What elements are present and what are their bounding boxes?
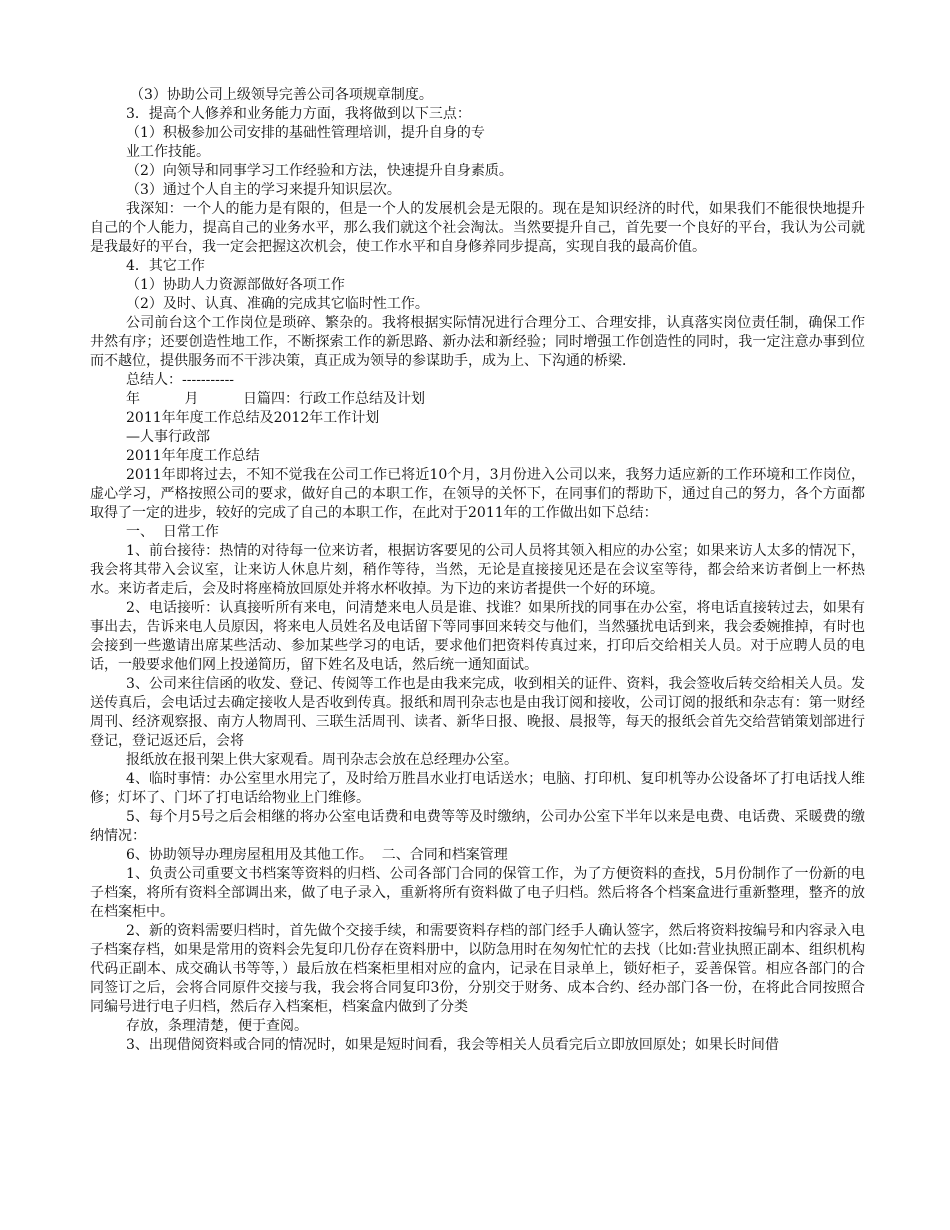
paragraph: 3、公司来往信函的收发、登记、传阅等工作也是由我来完成，收到相关的证件、资料，我会签收后转交给相关人员。发送传真后，会电话过去确定接收人是否收到传真。报纸和周刊杂志也是由我订阅和接收，公司订阅的报纸和杂志有：第一财经周刊、经济观察报、南方人物周刊、三联生活周刊、读者、新华日报、晚报、晨报等，每天的报纸会首先交给营销策划部进行登记，登记返还后，会将 (90, 676, 865, 749)
paragraph: 年 月 日篇四：行政工作总结及计划 (126, 391, 426, 407)
paragraph: （3）协助公司上级领导完善公司各项规章制度。 (130, 87, 433, 103)
document-body (90, 86, 865, 1055)
paragraph: 3、出现借阅资料或合同的情况时，如果是短时间看，我会等相关人员看完后立即放回原处；如果长时间借 (126, 1037, 779, 1053)
paragraph: （1）积极参加公司安排的基础性管理培训，提升自身的专 (126, 125, 485, 141)
paragraph: 存放，条理清楚，便于查阅。 (126, 1018, 308, 1034)
paragraph: （3）通过个人自主的学习来提升知识层次。 (126, 182, 401, 198)
paragraph: 4、临时事情：办公室里水用完了，及时给万胜昌水业打电话送水；电脑、打印机、复印机等办公设备坏了打电话找人维修；灯坏了、门坏了打电话给物业上门维修。 (90, 771, 865, 806)
paragraph: （2）向领导和同事学习工作经验和方法，快速提升自身素质。 (126, 163, 513, 179)
paragraph: 2、电话接听：认真接听所有来电，问清楚来电人员是谁、找谁？如果所找的同事在办公室，将电话直接转过去，如果有事出去，告诉来电人员原因，将来电人员姓名及电话留下等同事回来转交与他们，当然骚扰电话到来，我会委婉推掉，有时也会接到一些邀请出席某些活动、参加某些学习的电话，要求他们把资料传真过来，打印后交给相关人员。对于应聘人员的电话，一般要求他们网上投递简历，留下姓名及电话，然后统一通知面试。 (90, 600, 865, 673)
paragraph: （2）及时、认真、准确的完成其它临时性工作。 (126, 296, 429, 312)
paragraph: 一、 日常工作 (126, 524, 219, 540)
paragraph: 报纸放在报刊架上供大家观看。周刊杂志会放在总经理办公室。 (126, 752, 518, 768)
paragraph: 总结人：----------- (126, 372, 235, 388)
paragraph: 6、协助领导办理房屋租用及其他工作。 二、合同和档案管理 (126, 847, 508, 863)
paragraph: 1、负责公司重要文书档案等资料的归档、公司各部门合同的保管工作，为了方便资料的查找，5月份制作了一份新的电子档案，将所有资料全部调出来，做了电子录入，重新将所有资料做了电子归档。然后将各个档案盒进行重新整理，整齐的放在档案柜中。 (90, 866, 865, 920)
paragraph: 2、新的资料需要归档时，首先做个交接手续，和需要资料存档的部门经手人确认签字，然后将资料按编号和内容录入电子档案存档，如果是常用的资料会先复印几份存在资料册中，以防急用时在匆匆忙忙的去找（比如:营业执照正副本、组织机构代码正副本、成交确认书等等，）最后放在档案柜里相对应的盒内，记录在目录单上，锁好柜子，妥善保管。相应各部门的合同签订之后，会将合同原件交接与我，我会将合同复印3份，分别交于财务、成本合约、经办部门各一份，在将此合同按照合同编号进行电子归档，然后存入档案柜，档案盒内做到了分类 (90, 923, 865, 1015)
paragraph: 4．其它工作 (126, 258, 205, 274)
paragraph: 2011年年度工作总结 (126, 448, 260, 464)
paragraph: 5、每个月5号之后会相继的将办公室电话费和电费等等及时缴纳，公司办公室下半年以来是电费、电话费、采暖费的缴纳情况： (90, 809, 865, 844)
paragraph: 2011年年度工作总结及2012年工作计划 (126, 410, 380, 426)
paragraph: 1、前台接待：热情的对待每一位来访者，根据访客要见的公司人员将其领入相应的办公室；如果来访人太多的情况下，我会将其带入会议室，让来访人休息片刻，稍作等待，当然，无论是直接接见还是在会议室等待，都会给来访者倒上一杯热水。来访者走后，会及时将座椅放回原处并将水杯收掉。为下边的来访者提供一个好的环境。 (90, 543, 865, 597)
paragraph: 业工作技能。 (126, 144, 210, 160)
paragraph: （1）协助人力资源部做好各项工作 (126, 277, 345, 293)
paragraph: 2011年即将过去，不知不觉我在公司工作已将近10个月，3月份进入公司以来，我努力适应新的工作环境和工作岗位，虚心学习，严格按照公司的要求，做好自己的本职工作，在领导的关怀下，在同事们的帮助下，通过自己的努力，各个方面都取得了一定的进步，较好的完成了自己的本职工作，在此对于2011年的工作做出如下总结： (90, 467, 865, 521)
paragraph: 公司前台这个工作岗位是琐碎、繁杂的。我将根据实际情况进行合理分工、合理安排，认真落实岗位责任制，确保工作井然有序；还要创造性地工作，不断探索工作的新思路、新办法和新经验；同时增强工作创造性的同时，我一定注意办事到位而不越位，提供服务而不干涉决策，真正成为领导的参谋助手，成为上、下沟通的桥梁． (90, 315, 865, 369)
paragraph: 我深知：一个人的能力是有限的，但是一个人的发展机会是无限的。现在是知识经济的时代，如果我们不能很快地提升自己的个人能力，提高自己的业务水平，那么我们就这个社会淘汰。当然要提升自己，首先要一个良好的平台，我认为公司就是我最好的平台，我一定会把握这次机会，使工作水平和自身修养同步提高，实现自我的最高价值。 (90, 201, 865, 255)
paragraph: —人事行政部 (126, 429, 210, 445)
paragraph: 3．提高个人修养和业务能力方面，我将做到以下三点： (126, 106, 471, 122)
